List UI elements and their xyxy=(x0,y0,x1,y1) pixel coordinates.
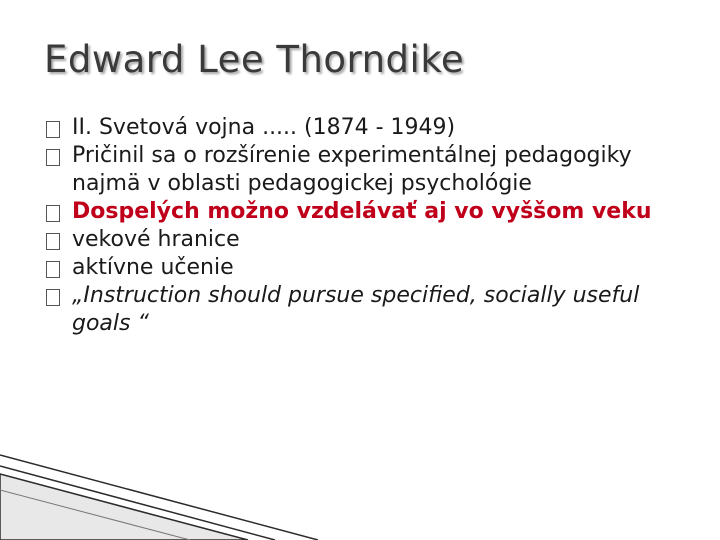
bullet-text: „Instruction should pursue specified, socially useful goals “ xyxy=(72,283,640,336)
bullet-box-icon xyxy=(46,205,60,222)
bullet-box-icon xyxy=(46,289,60,306)
bullet-text: II. Svetová vojna ..... (1874 - 1949) xyxy=(72,115,456,140)
bullet-text: Dospelých možno vzdelávať aj vo vyššom veku xyxy=(72,199,652,224)
bullet-item-age-limits xyxy=(44,226,704,254)
bullet-item-experimental-pedagogy xyxy=(44,142,704,198)
bullet-text: Pričinil sa o rozšírenie experimentálnej pedagogiky najmä v oblasti pedagogickej psychológie xyxy=(72,143,632,196)
deco-band xyxy=(0,474,248,540)
slide-title: Edward Lee Thorndike xyxy=(44,38,465,81)
bullet-box-icon xyxy=(46,149,60,166)
bullet-list xyxy=(44,114,704,338)
bullet-box-icon xyxy=(46,121,60,138)
bullet-box-icon xyxy=(46,261,60,278)
bullet-item-active-learning xyxy=(44,254,704,282)
bullet-text: vekové hranice xyxy=(72,227,240,252)
bullet-text: aktívne učenie xyxy=(72,255,234,280)
bullet-box-icon xyxy=(46,233,60,250)
bullet-item-quote xyxy=(44,282,704,338)
bullet-item-world-war xyxy=(44,114,704,142)
bullet-item-adult-education xyxy=(44,198,704,226)
